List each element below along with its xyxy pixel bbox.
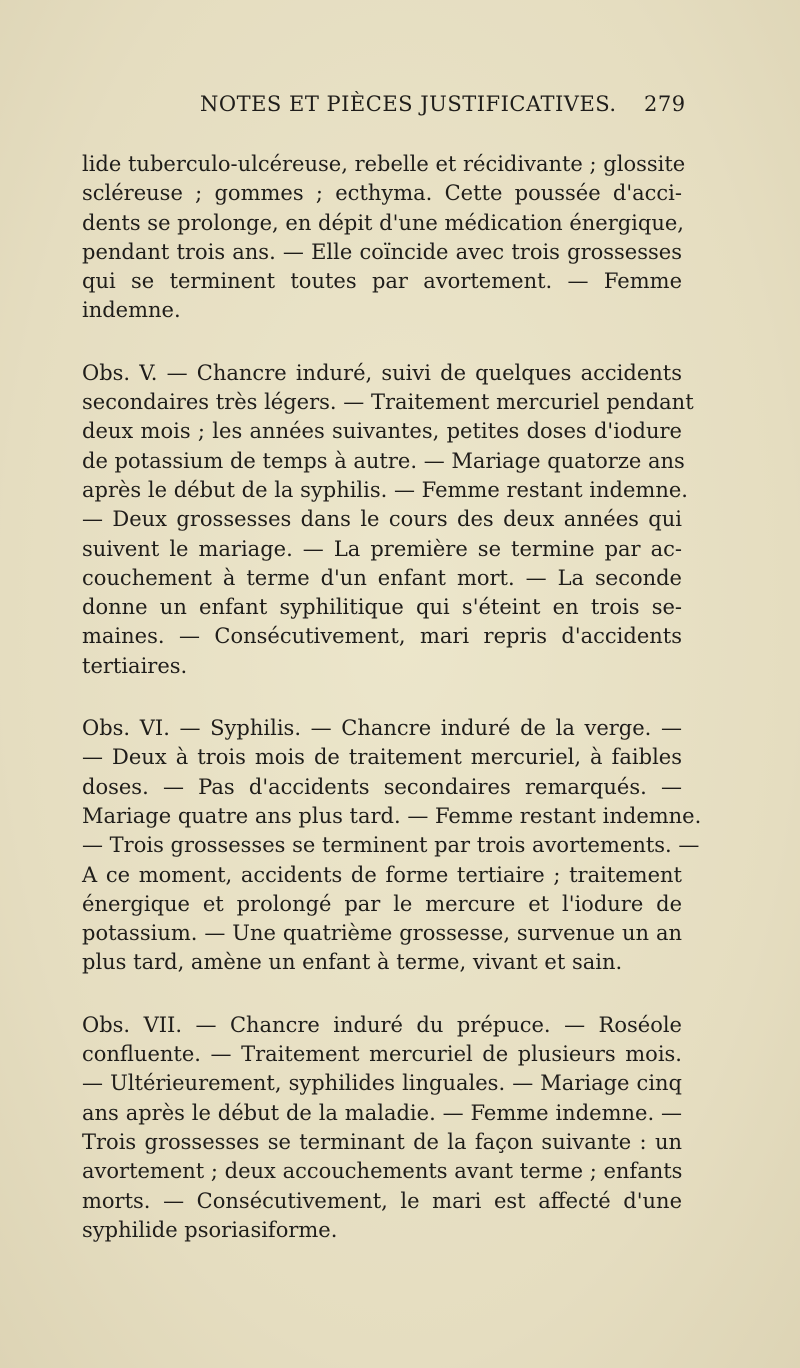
text-line: secondaires très légers. — Traitement mercuriel pendant: [82, 390, 694, 415]
text-line: indemne.: [82, 298, 181, 323]
text-line: Obs. V. — Chancre induré, suivi de quelques accidents: [82, 360, 682, 385]
text-line: potassium. — Une quatrième grossesse, survenue un an: [82, 921, 682, 946]
page-number: 279: [644, 92, 686, 116]
text-line: énergique et prolongé par le mercure et l'iodure de: [82, 891, 682, 916]
text-line: — Deux à trois mois de traitement mercuriel, à faibles: [82, 745, 682, 770]
text-line: ans après le début de la maladie. — Femme indemne. —: [82, 1100, 682, 1125]
text-line: — Ultérieurement, syphilides linguales. — Mariage cinq: [82, 1071, 682, 1096]
text-line: de potassium de temps à autre. — Mariage quatorze ans: [82, 448, 685, 473]
text-line: pendant trois ans. — Elle coïncide avec trois grossesses: [82, 239, 682, 264]
text-line: lide tuberculo-ulcéreuse, rebelle et récidivante ; glossite: [82, 152, 686, 176]
text-line: suivent le mariage. — La première se termine par ac-: [82, 536, 682, 561]
paragraph-obs-vii: [82, 1011, 682, 1245]
text-line: — Deux grossesses dans le cours des deux années qui: [82, 507, 682, 532]
text-line: scléreuse ; gommes ; ecthyma. Cette poussée d'acci-: [82, 181, 682, 206]
running-title: NOTES ET PIÈCES JUSTIFICATIVES.: [200, 92, 617, 116]
text-line: plus tard, amène un enfant à terme, vivant et sain.: [82, 950, 623, 975]
text-line: deux mois ; les années suivantes, petites doses d'iodure: [82, 419, 682, 444]
text-line: après le début de la syphilis. — Femme restant indemne.: [82, 477, 688, 502]
text-line: couchement à terme d'un enfant mort. — La seconde: [82, 565, 682, 590]
text-line: Mariage quatre ans plus tard. — Femme restant indemne.: [82, 803, 702, 828]
text-line: Obs. VII. — Chancre induré du prépuce. — Roséole: [82, 1012, 682, 1037]
text-line: tertiaires.: [82, 653, 188, 678]
text-line: dents se prolonge, en dépit d'une médication énergique,: [82, 210, 684, 235]
text-line: morts. — Consécutivement, le mari est affecté d'une: [82, 1188, 682, 1213]
text-line: donne un enfant syphilitique qui s'éteint en trois se-: [82, 595, 682, 620]
paragraph-obs-vi: [82, 714, 702, 978]
text-line: confluente. — Traitement mercuriel de plusieurs mois.: [82, 1042, 682, 1067]
paragraph-obs-v: [82, 359, 694, 681]
paragraph-continuation: [82, 150, 686, 326]
text-line: A ce moment, accidents de forme tertiaire ; traitement: [82, 862, 682, 887]
page-header: [0, 92, 800, 122]
text-line: maines. — Consécutivement, mari repris d'accidents: [82, 624, 682, 649]
text-line: — Trois grossesses se terminent par trois avortements. —: [82, 833, 700, 858]
text-line: syphilide psoriasiforme.: [82, 1217, 338, 1242]
text-line: Trois grossesses se terminant de la façon suivante : un: [82, 1129, 682, 1154]
text-line: avortement ; deux accouchements avant terme ; enfants: [82, 1159, 683, 1184]
body-text: [82, 150, 702, 1278]
text-line: qui se terminent toutes par avortement. — Femme: [82, 269, 682, 294]
text-line: doses. — Pas d'accidents secondaires remarqués. —: [82, 774, 682, 799]
text-line: Obs. VI. — Syphilis. — Chancre induré de la verge. —: [82, 716, 682, 741]
